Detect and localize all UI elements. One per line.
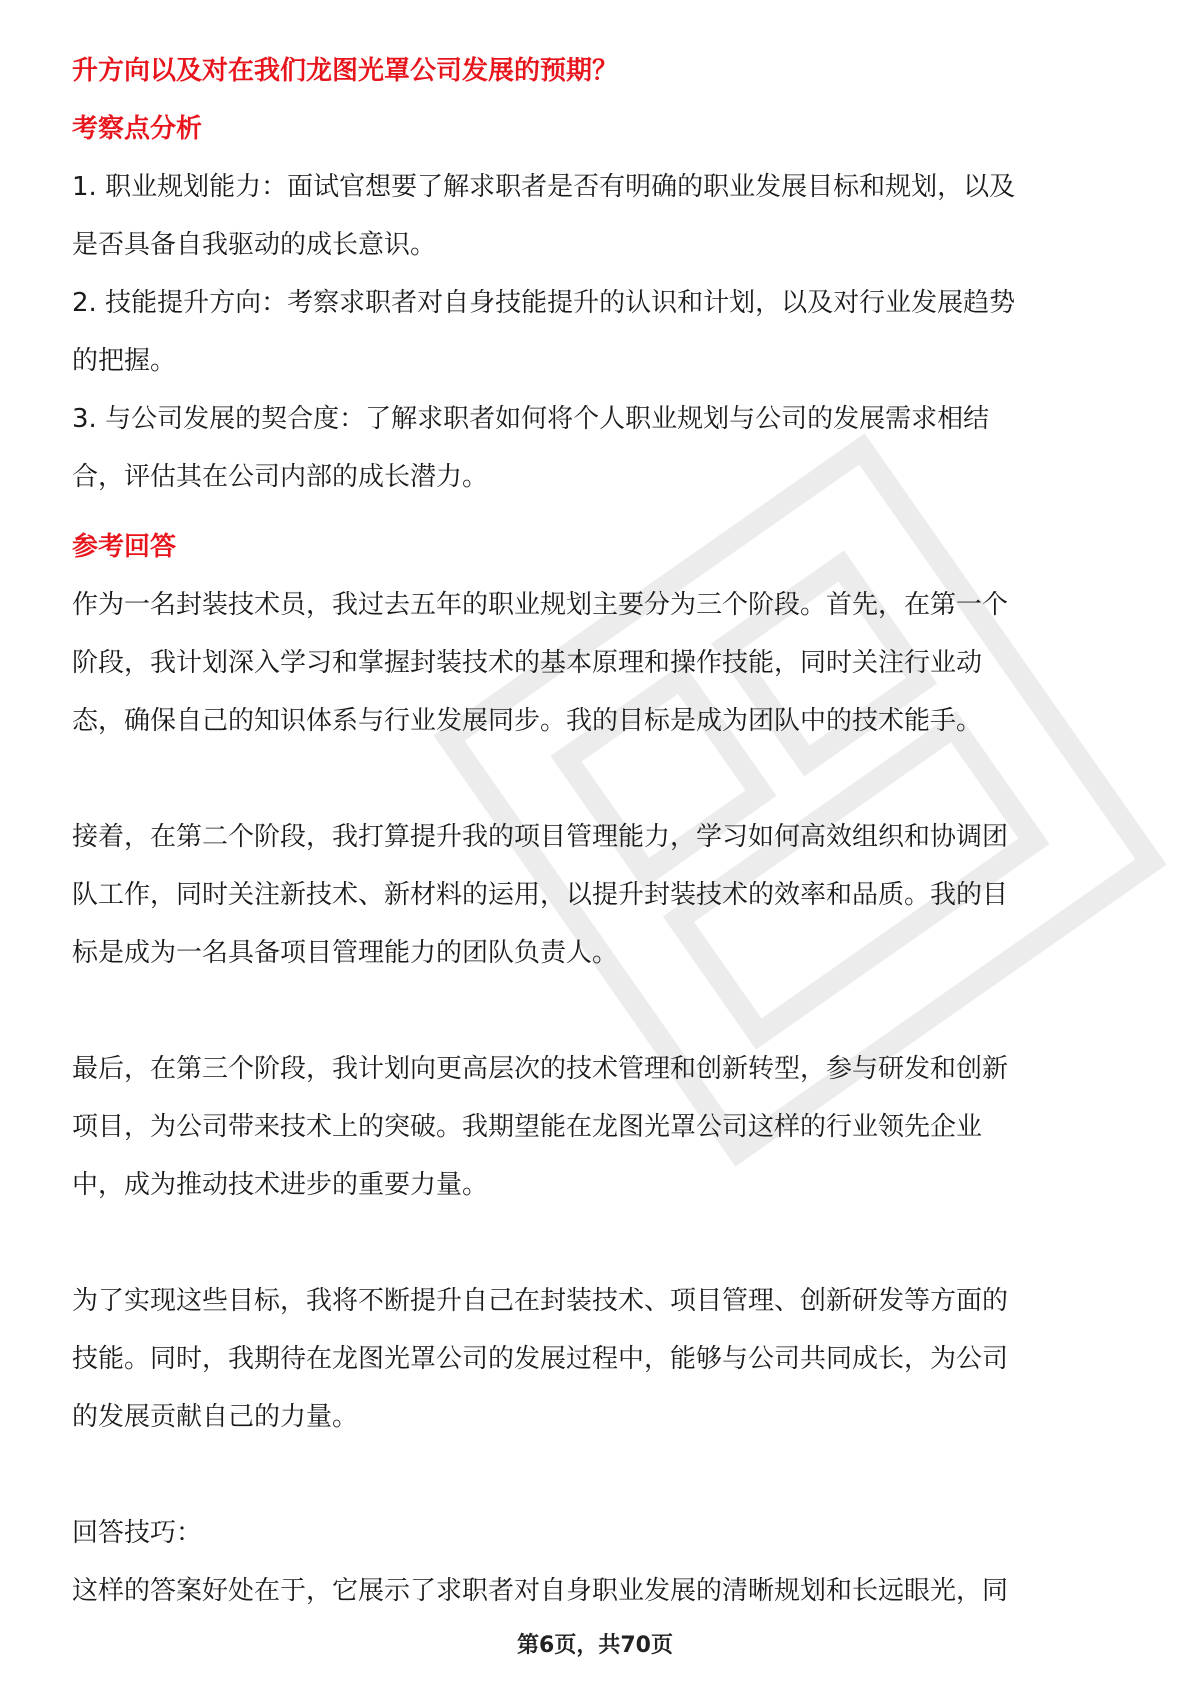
- analysis-line: 3. 与公司发展的契合度：了解求职者如何将个人职业规划与公司的发展需求相结: [72, 404, 990, 434]
- reference-para3-line: 中，成为推动技术进步的重要力量。: [72, 1170, 489, 1200]
- reference-para4-line: 技能。同时，我期待在龙图光罩公司的发展过程中，能够与公司共同成长，为公司: [72, 1344, 1009, 1374]
- reference-heading: 参考回答: [72, 532, 177, 562]
- analysis-heading: 考察点分析: [72, 114, 203, 144]
- document-content: [72, 42, 1122, 1620]
- reference-para4-line: 的发展贡献自己的力量。: [72, 1402, 359, 1432]
- analysis-line: 是否具备自我驱动的成长意识。: [72, 230, 437, 260]
- reference-para4-line: 为了实现这些目标，我将不断提升自己在封装技术、项目管理、创新研发等方面的: [72, 1286, 1009, 1316]
- tips-line: 这样的答案好处在于，它展示了求职者对自身职业发展的清晰规划和长远眼光，同: [72, 1576, 1009, 1606]
- reference-para2-line: 接着，在第二个阶段，我打算提升我的项目管理能力，学习如何高效组织和协调团: [72, 822, 1009, 852]
- reference-para3-line: 项目，为公司带来技术上的突破。我期望能在龙图光罩公司这样的行业领先企业: [72, 1112, 983, 1142]
- reference-para2-line: 标是成为一名具备项目管理能力的团队负责人。: [72, 938, 619, 968]
- analysis-line: 2. 技能提升方向：考察求职者对自身技能提升的认识和计划，以及对行业发展趋势: [72, 288, 1016, 318]
- reference-para1-line: 作为一名封装技术员，我过去五年的职业规划主要分为三个阶段。首先，在第一个: [72, 590, 1009, 620]
- analysis-line: 1. 职业规划能力：面试官想要了解求职者是否有明确的职业发展目标和规划，以及: [72, 172, 1016, 202]
- question-tail: 升方向以及对在我们龙图光罩公司发展的预期？: [72, 56, 619, 86]
- reference-para1-line: 阶段，我计划深入学习和掌握封装技术的基本原理和操作技能，同时关注行业动: [72, 648, 983, 678]
- page-number: 第6页，共70页: [517, 1633, 673, 1658]
- analysis-line: 的把握。: [72, 346, 177, 376]
- reference-para3-line: 最后，在第三个阶段，我计划向更高层次的技术管理和创新转型，参与研发和创新: [72, 1054, 1009, 1084]
- analysis-line: 合，评估其在公司内部的成长潜力。: [72, 462, 489, 492]
- reference-para2-line: 队工作，同时关注新技术、新材料的运用，以提升封装技术的效率和品质。我的目: [72, 880, 1009, 910]
- reference-para1-line: 态，确保自己的知识体系与行业发展同步。我的目标是成为团队中的技术能手。: [72, 706, 983, 736]
- tips-heading: 回答技巧：: [72, 1518, 203, 1548]
